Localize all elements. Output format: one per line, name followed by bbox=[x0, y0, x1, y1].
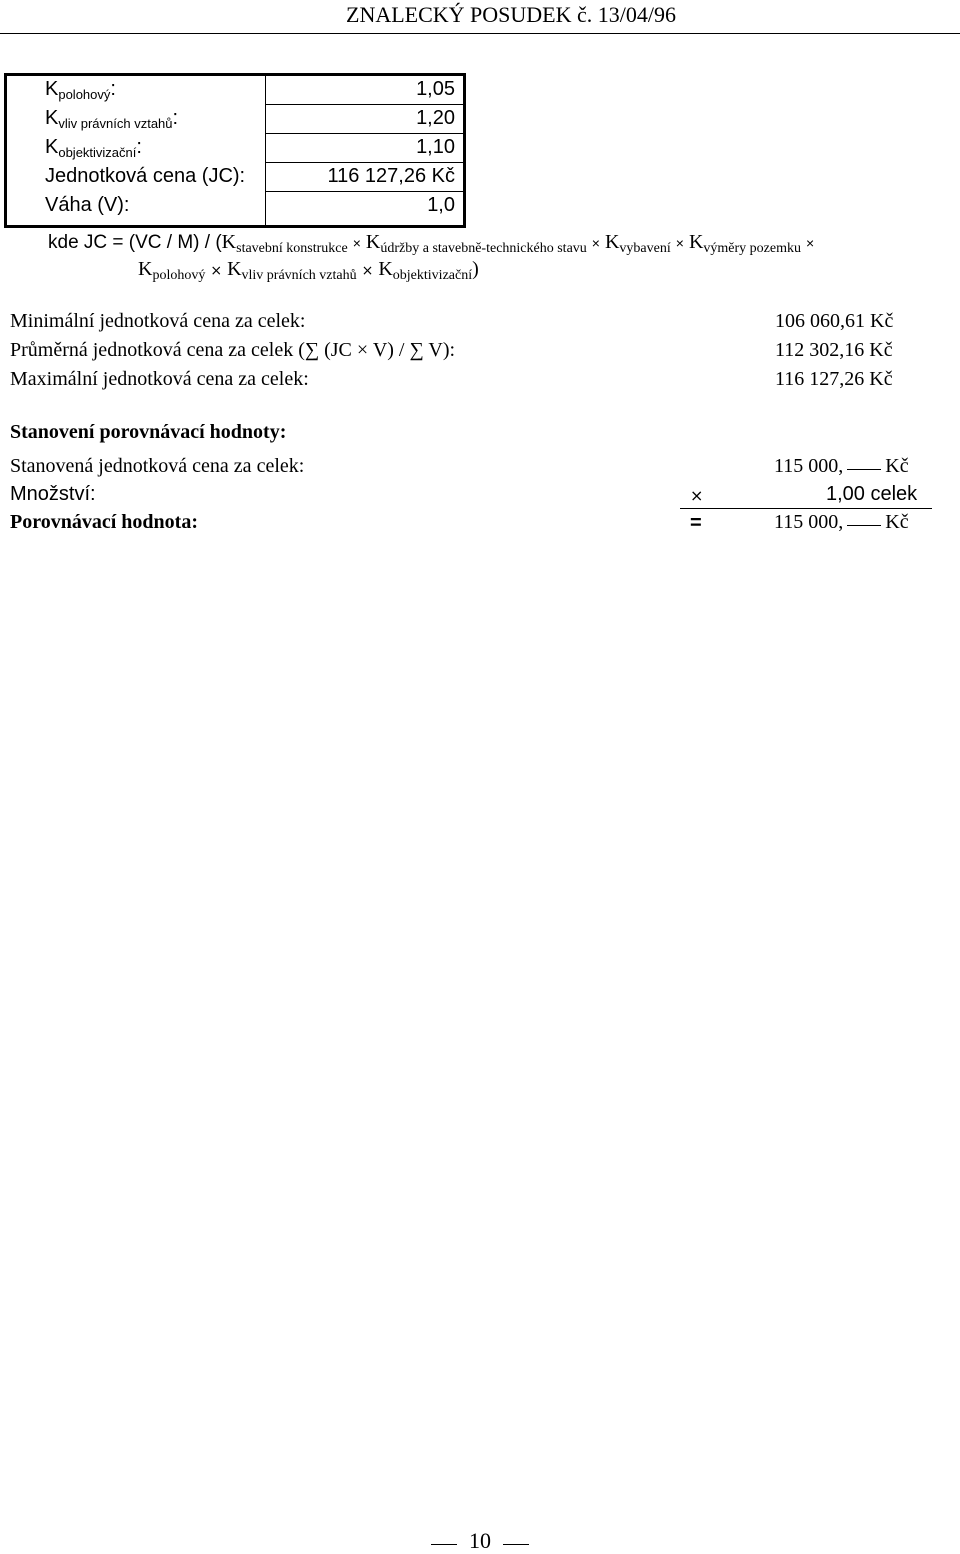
formula-line-2: $K_{polohový} \times K_{vliv právních vztahů} \times K_{objektivizační}$) bbox=[138, 258, 479, 283]
unit-price-label: Jednotková cena (JC): bbox=[45, 165, 246, 187]
dash-icon bbox=[503, 1544, 529, 1545]
weight-value: 1,0 bbox=[427, 194, 455, 216]
times-icon: × bbox=[352, 235, 361, 251]
times-icon: × bbox=[805, 235, 815, 251]
comparison-value: 115 000, Kč bbox=[774, 511, 909, 533]
page-number: 10 bbox=[0, 1528, 960, 1554]
dash-icon bbox=[431, 1544, 457, 1545]
times-icon: × bbox=[675, 235, 684, 251]
times-icon: × bbox=[361, 263, 374, 279]
table-row bbox=[7, 134, 463, 163]
max-price-label: Maximální jednotková cena za celek: bbox=[10, 368, 309, 390]
min-price-value: 106 060,61 Kč bbox=[775, 310, 894, 332]
coefficient-value: 1,20 bbox=[416, 107, 455, 129]
table-row bbox=[7, 105, 463, 134]
coefficient-label: $K_{polohový}$: bbox=[45, 78, 116, 102]
table-row bbox=[7, 163, 463, 192]
times-icon: × bbox=[591, 235, 600, 251]
coefficient-value: 1,05 bbox=[416, 78, 455, 100]
times-icon: × bbox=[210, 263, 223, 279]
coefficients-table bbox=[4, 73, 466, 228]
set-unit-price-label: Stanovená jednotková cena za celek: bbox=[10, 455, 305, 477]
unit-price-value: 116 127,26 Kč bbox=[327, 165, 455, 187]
header-rule bbox=[0, 33, 960, 34]
coefficient-label: $K_{objektivizační}$: bbox=[45, 136, 142, 160]
dash-icon bbox=[847, 525, 881, 526]
min-price-label: Minimální jednotková cena za celek: bbox=[10, 310, 306, 332]
table-row bbox=[7, 192, 463, 221]
quantity-value: 1,00 celek bbox=[826, 483, 918, 505]
comparison-value-label: Porovnávací hodnota: bbox=[10, 511, 198, 533]
equals-icon: = bbox=[690, 512, 702, 534]
formula-line-1: kde JC = $(VC / M) / (K_{stavební konstrukce} \times K_{údržby a stavebně-technického stavu} \times K_{vybavení} \times K_{výměry pozemku}$ × bbox=[48, 231, 819, 257]
comparison-heading: Stanovení porovnávací hodnoty: bbox=[10, 421, 287, 443]
max-price-value: 116 127,26 Kč bbox=[775, 368, 893, 390]
sum-rule bbox=[680, 508, 932, 509]
weight-label: Váha (V): bbox=[45, 194, 130, 216]
avg-price-value: 112 302,16 Kč bbox=[775, 339, 893, 361]
set-unit-price-value: 115 000, Kč bbox=[774, 455, 909, 477]
dash-icon bbox=[847, 469, 881, 470]
times-icon: × bbox=[690, 486, 704, 505]
coefficient-label: $K_{vliv právních vztahů}$: bbox=[45, 107, 179, 131]
avg-price-label: Průměrná jednotková cena za celek (∑ (JC × V) / ∑ V): bbox=[10, 339, 456, 361]
header-title: ZNALECKÝ POSUDEK č. 13/04/96 bbox=[346, 2, 676, 27]
quantity-label: Množství: bbox=[10, 483, 96, 505]
coefficient-value: 1,10 bbox=[416, 136, 455, 158]
table-row bbox=[7, 76, 463, 105]
